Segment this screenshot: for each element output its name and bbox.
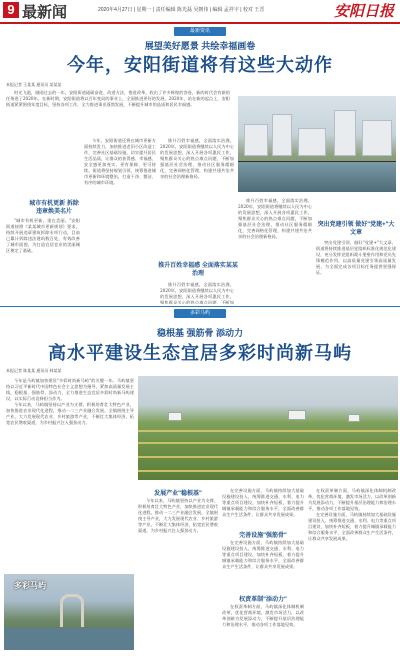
story2-byline: 本报记者 陈某某 通讯员 林某某 xyxy=(6,368,62,373)
story2-col3a-text: 在完善设施方面，马屿镇持续加大基础设施建设投入，统筹推进交通、水利、电力等重点项目建设，加快补齐短板，着力提升城镇承载能力和综合服务水平，全面改善群众生产生活条件，让群众共享发展成果。 xyxy=(222,488,304,517)
photo-building xyxy=(244,124,268,156)
photo-building xyxy=(362,120,392,156)
story1-headline: 今年，安阳街道将有这些大动作 xyxy=(67,55,333,75)
story1-col1 xyxy=(6,218,80,304)
story1-subhead-2: 推升百姓幸福感 全面落实某某治理 xyxy=(158,263,238,277)
photo-house xyxy=(168,412,182,421)
story1-col3b xyxy=(160,282,234,304)
story2-tag: 多彩马屿 xyxy=(174,309,226,318)
story2-photo-2 xyxy=(4,574,134,650)
newspaper-logo: 安阳日报 xyxy=(333,2,394,20)
photo-lake xyxy=(4,628,134,650)
photo-river xyxy=(238,162,396,192)
story2-col3c-text: 在权责革制方面，马屿镇深化体制机制改革，优化营商环境，激发市场活力，以改革创新为发展添动力，不断提升基层治理能力和治理水平，推动各项工作落地见效。 xyxy=(222,604,304,627)
story2-photo xyxy=(138,376,398,480)
story2-col3b-text: 在完善设施方面，马屿镇持续加大基础设施建设投入，统筹推进交通、水利、电力等重点项目建设，加快补齐短板，着力提升城镇承载能力和综合服务水平，全面改善群众生产生活条件，让群众共享发展成果。 xyxy=(222,540,304,569)
story1-lead-text: 时光飞逝，刚刚过去的一年，安阳街道砥砺奋进、改进方法，推进改革，收出了许多辉煌的答卷，新的时代会有新的任务进了2020年，在新时期，安阳街道将以百年变局的事业上，全面推进更好的发展。2020年，站在新的起点上，安阳街道紧紧围绕年度目标，坚持各项工作，全力推进事业蓬勃发展，不断提升城市的品质和居民幸福感。 xyxy=(6,90,230,107)
story1-tag: 最新资讯 xyxy=(174,27,226,36)
story1-col5-text: 突出党建引领，做好"党建+"大文章。街道将持续推进基层党组织标准化规范化建设，充分发挥党组织战斗堡垒作用和党员先锋模范作用，以高质量党建引领高质量发展，为全面完成各项目标任务提供坚强保证。 xyxy=(316,240,396,275)
story2-col4-text-2: 在完善设施方面，马屿镇持续加大基础设施建设投入，统筹推进交通、水利、电力等重点项目建设，加快补齐短板，着力提升城镇承载能力和综合服务水平，全面改善群众生产生活条件，让群众共享发展成果。 xyxy=(308,512,396,541)
story1-col4-text: 推升百姓幸福感，全面落实治理。2020年，安阳街道将继续以人民为中心的发展思想，深入开展各项惠民工作，聚焦群众关心的热点难点问题，不断加强基层社会治理，推动社区服务精细化，完善网格化管理，构建共建共治共享的社会治理新格局。 xyxy=(238,198,312,239)
story1-subhead-1: 城市有机更新 拆除违章焕美名片 xyxy=(29,201,79,215)
masthead xyxy=(0,0,400,24)
story1-col3b-text: 推升百姓幸福感，全面落实治理。2020年，安阳街道将继续以人民为中心的发展思想，深入开展各项惠民工作，聚焦群众关心的热点难点问题，不断加 xyxy=(160,282,234,304)
story1-col1-text: "城市有机更新，重在美丽。"安阳街道按照《某某城市更新规划》要求，持续开展违章建筑拆除专项行动，目前已累计拆除违法建筑数百处，有效改善了城市面貌，为打造宜居宜业的美丽城区奠定了基础。 xyxy=(6,218,80,253)
story2-col4 xyxy=(308,488,396,650)
story2-subtitle: 稳根基 强筋骨 添动力 xyxy=(156,328,243,338)
photo-house xyxy=(348,414,360,422)
photo-house xyxy=(288,410,306,420)
story1-col3-text: 推升百姓幸福感，全面落实治理。2020年，安阳街道将继续以人民为中心的发展思想，深入开展各项惠民工作，聚焦群众关心的热点难点问题，不断加强基层社会治理，推动社区服务精细化，完善网格化管理，构建共建共治共享的社会治理新格局。 xyxy=(160,138,234,179)
story2-subhead-2: 完善设施"强筋骨" xyxy=(239,533,287,539)
section-divider xyxy=(0,306,400,307)
issue-meta: 2020年4月27日 | 星期一 | 责任编辑 陈光磊 吴朝伟 | 编辑 孟祥宇 | 校对 王晋 xyxy=(98,7,265,13)
photo-building xyxy=(334,110,356,156)
story2-col3a xyxy=(222,488,304,526)
photo-arch xyxy=(60,594,84,627)
story2-col2 xyxy=(138,498,218,650)
photo-field-row xyxy=(138,442,398,444)
story1-col2-text: 今年，安阳街道还将在城市更新方面持续发力，加快推进老旧小区改造工作，完善社区基础设施，切实提升居民生活品质，让群众的获得感、幸福感、安全感更加充实、更有保障、更可持续。街道将坚持规划引领，统筹推进城市更新和环境整治，打造干净、整洁、有序的城市环境。 xyxy=(84,138,156,185)
story1-col5 xyxy=(316,240,396,304)
story1-col2 xyxy=(84,138,156,304)
page-number: 9 xyxy=(3,2,19,18)
story1-byline: 本报记者 王某某 通讯员 某某某 xyxy=(6,82,62,87)
photo-building xyxy=(298,128,326,156)
story1-col4 xyxy=(238,198,312,304)
photo-field-row xyxy=(138,456,398,458)
photo-building xyxy=(272,114,292,156)
story1-subhead-3: 突出党建引领 做好"党建+"大文章 xyxy=(317,222,395,236)
story2-subhead-3: 权责革制"添动力" xyxy=(239,597,287,603)
story2-intro-text: 今年是马屿镇加快建设"多彩时尚新马屿"的关键一年。马屿镇坚持以习近平新时代中国特色社会主义思想为指导，紧扣高质量发展主线，稳根基、强筋骨、添动力，全力推进生态宜居多彩时尚新马屿建设，以实际行动诠释担当作为。 xyxy=(6,378,134,401)
story2-intro xyxy=(6,378,134,570)
story2-subhead-1: 发展产业"稳根基" xyxy=(154,491,202,497)
photo-field-row xyxy=(138,470,398,472)
story2-headline: 高水平建设生态宜居多彩时尚新马屿 xyxy=(48,343,352,363)
story2-col3b xyxy=(222,540,304,590)
story1-subtitle: 展望美好愿景 共绘幸福画卷 xyxy=(144,41,256,51)
story2-col4-text: 在权责革制方面，马屿镇深化体制机制改革，优化营商环境，激发市场活力，以改革创新为发展添动力，不断提升基层治理能力和治理水平，推动各项工作落地见效。 xyxy=(308,488,396,511)
story2-col3c xyxy=(222,604,304,650)
story1-photo xyxy=(238,96,396,192)
story2-col2-text: 今年以来，马屿镇坚持以产业为支撑，积极培育壮大特色产业，加快推进农业现代化进程，推动一二三产业融合发展。全镇围绕主导产业，大力发展现代农业、乡村旅游等产业，不断壮大集体经济，拓宽农民增收渠道，为乡村振兴注入强劲动力。 xyxy=(138,498,218,533)
story1-lead xyxy=(6,90,230,130)
photo-field-row xyxy=(138,430,398,432)
photo-caption: 多彩马屿 xyxy=(14,581,46,590)
story1-col3 xyxy=(160,138,234,258)
story2-intro-text-2: 今年以来，马屿镇坚持以产业为支撑，积极培育壮大特色产业，加快推进农业现代化进程，推动一二三产业融合发展。全镇围绕主导产业，大力发展现代农业、乡村旅游等产业，不断壮大集体经济，拓宽农民增收渠道，为乡村振兴注入强劲动力。 xyxy=(6,402,134,425)
section-title: 最新闻 xyxy=(22,4,68,21)
